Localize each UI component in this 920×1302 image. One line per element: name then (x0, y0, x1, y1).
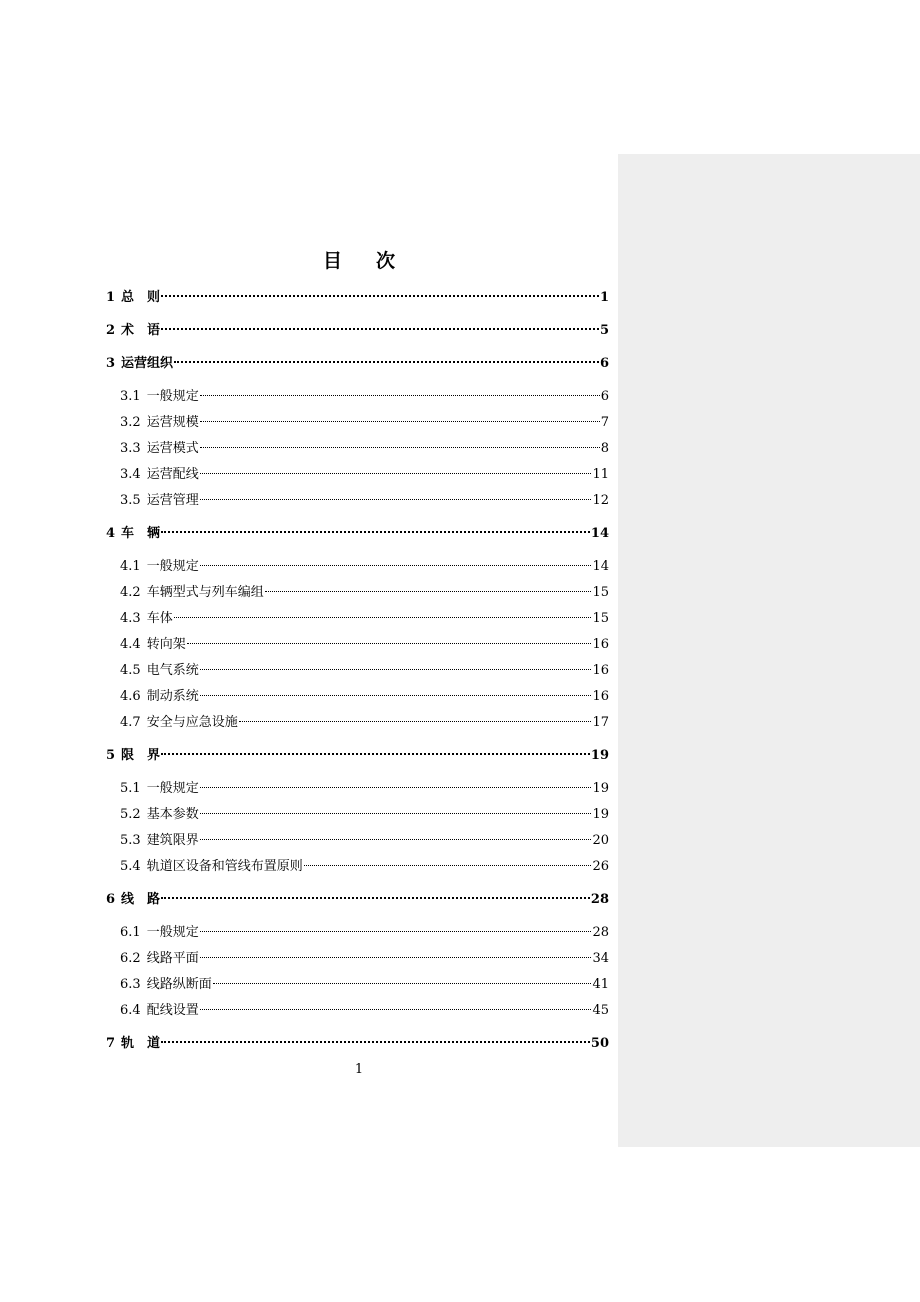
toc-section-entry[interactable] (120, 661, 609, 681)
toc-entry-page: 11 (592, 467, 609, 482)
toc-entry-number: 4 (106, 526, 116, 541)
toc-entry-label: 运营配线 (146, 467, 199, 482)
toc-entry-label: 轨道区设备和管线布置原则 (146, 859, 303, 874)
toc-entry-label: 一般规定 (146, 559, 199, 574)
toc-dot-leader (200, 1009, 592, 1010)
toc-dot-leader (200, 395, 600, 396)
toc-dot-leader (200, 931, 592, 932)
toc-chapter-entry[interactable] (106, 1034, 609, 1054)
toc-entry-label: 运营管理 (146, 493, 199, 508)
toc-entry-page: 15 (592, 611, 609, 626)
toc-entry-number: 2 (106, 323, 116, 338)
toc-dot-leader (174, 361, 599, 363)
toc-dot-leader (200, 499, 592, 500)
toc-section-entry[interactable] (120, 923, 609, 943)
toc-entry-number: 1 (106, 290, 116, 305)
toc-section-entry[interactable] (120, 491, 609, 511)
toc-dot-leader (200, 787, 592, 788)
toc-entry-label: 建筑限界 (146, 833, 199, 848)
toc-entry-number: 3.1 (120, 389, 141, 404)
toc-section-entry[interactable] (120, 387, 609, 407)
toc-section-entry[interactable] (120, 831, 609, 851)
toc-entry-label: 轨 道 (121, 1036, 161, 1051)
toc-entry-number: 6.2 (120, 951, 141, 966)
toc-section-entry[interactable] (120, 949, 609, 969)
toc-entry-page: 26 (592, 859, 609, 874)
toc-chapter-entry[interactable] (106, 746, 609, 766)
toc-entry-number: 5.1 (120, 781, 141, 796)
toc-dot-leader (200, 813, 592, 814)
toc-entry-label: 制动系统 (146, 689, 199, 704)
toc-entry-label: 配线设置 (146, 1003, 199, 1018)
toc-entry-number: 4.5 (120, 663, 141, 678)
toc-entry-number: 4.7 (120, 715, 141, 730)
toc-entry-page: 34 (592, 951, 609, 966)
toc-entry-label: 总 则 (121, 290, 161, 305)
toc-entry-number: 3.5 (120, 493, 141, 508)
toc-dot-leader (200, 839, 592, 840)
toc-chapter-entry[interactable] (106, 890, 609, 910)
toc-section-entry[interactable] (120, 687, 609, 707)
toc-entry-label: 运营模式 (146, 441, 199, 456)
toc-entry-number: 3 (106, 356, 116, 371)
toc-entry-page: 41 (592, 977, 609, 992)
toc-entry-page: 6 (599, 356, 609, 371)
toc-entry-label: 安全与应急设施 (146, 715, 238, 730)
toc-section-entry[interactable] (120, 439, 609, 459)
toc-chapter-entry[interactable] (106, 288, 609, 308)
toc-entry-page: 14 (592, 559, 609, 574)
toc-section-entry[interactable] (120, 1001, 609, 1021)
toc-dot-leader (187, 643, 592, 644)
toc-dot-leader (161, 328, 599, 330)
toc-entry-number: 5.4 (120, 859, 141, 874)
toc-entry-number: 7 (106, 1036, 116, 1051)
toc-dot-leader (200, 957, 592, 958)
toc-entry-page: 5 (599, 323, 609, 338)
toc-entry-label: 运营组织 (121, 356, 174, 371)
toc-entry-label: 电气系统 (146, 663, 199, 678)
toc-section-entry[interactable] (120, 975, 609, 995)
toc-dot-leader (161, 753, 590, 755)
toc-entry-label: 转向架 (146, 637, 186, 652)
toc-entry-number: 6 (106, 892, 116, 907)
toc-entry-label: 基本参数 (146, 807, 199, 822)
toc-entry-number: 4.2 (120, 585, 141, 600)
title-right: 次 (376, 250, 396, 272)
toc-entry-number: 6.3 (120, 977, 141, 992)
toc-section-entry[interactable] (120, 465, 609, 485)
toc-chapter-entry[interactable] (106, 354, 609, 374)
comment-pane (618, 154, 920, 1147)
toc-entry-number: 5.3 (120, 833, 141, 848)
toc-entry-label: 一般规定 (146, 389, 199, 404)
toc-entry-number: 4.3 (120, 611, 141, 626)
toc-entry-page: 8 (600, 441, 609, 456)
toc-dot-leader (213, 983, 592, 984)
toc-entry-label: 车辆型式与列车编组 (146, 585, 264, 600)
toc-entry-page: 14 (590, 526, 609, 541)
title-left: 目 (322, 250, 342, 272)
toc-entry-label: 运营规模 (146, 415, 199, 430)
toc-section-entry[interactable] (120, 557, 609, 577)
toc-entry-page: 16 (592, 689, 609, 704)
toc-entry-label: 车体 (146, 611, 173, 626)
toc-chapter-entry[interactable] (106, 524, 609, 544)
toc-entry-page: 12 (592, 493, 609, 508)
toc-entry-page: 19 (592, 781, 609, 796)
toc-entry-page: 15 (592, 585, 609, 600)
toc-entry-label: 一般规定 (146, 781, 199, 796)
toc-dot-leader (161, 897, 590, 899)
toc-entry-number: 3.3 (120, 441, 141, 456)
page-title (0, 246, 718, 273)
toc-entry-label: 限 界 (121, 748, 161, 763)
toc-dot-leader (304, 865, 592, 866)
toc-entry-label: 一般规定 (146, 925, 199, 940)
toc-chapter-entry[interactable] (106, 321, 609, 341)
toc-entry-page: 17 (592, 715, 609, 730)
toc-dot-leader (200, 421, 600, 422)
toc-entry-page: 28 (592, 925, 609, 940)
toc-section-entry[interactable] (120, 805, 609, 825)
toc-entry-number: 5 (106, 748, 116, 763)
toc-section-entry[interactable] (120, 609, 609, 629)
toc-section-entry[interactable] (120, 779, 609, 799)
toc-entry-number: 3.4 (120, 467, 141, 482)
toc-section-entry[interactable] (120, 413, 609, 433)
toc-entry-number: 5.2 (120, 807, 141, 822)
toc-entry-page: 16 (592, 637, 609, 652)
toc-dot-leader (200, 669, 592, 670)
toc-entry-label: 术 语 (121, 323, 161, 338)
toc-entry-page: 28 (590, 892, 609, 907)
toc-dot-leader (200, 565, 592, 566)
toc-entry-page: 19 (590, 748, 609, 763)
toc-entry-label: 线 路 (121, 892, 161, 907)
toc-dot-leader (265, 591, 592, 592)
toc-dot-leader (200, 473, 592, 474)
toc-entry-page: 50 (590, 1036, 609, 1051)
toc-entry-label: 线路纵断面 (146, 977, 212, 992)
toc-entry-page: 20 (592, 833, 609, 848)
toc-section-entry[interactable] (120, 635, 609, 655)
toc-entry-page: 6 (600, 389, 609, 404)
toc-dot-leader (161, 531, 590, 533)
toc-dot-leader (161, 1041, 590, 1043)
toc-entry-number: 4.4 (120, 637, 141, 652)
toc-entry-number: 6.4 (120, 1003, 141, 1018)
toc-entry-page: 7 (600, 415, 609, 430)
toc-section-entry[interactable] (120, 583, 609, 603)
toc-entry-number: 3.2 (120, 415, 141, 430)
toc-entry-number: 4.6 (120, 689, 141, 704)
toc-section-entry[interactable] (120, 713, 609, 733)
toc-section-entry[interactable] (120, 857, 609, 877)
toc-entry-label: 线路平面 (146, 951, 199, 966)
toc-entry-page: 19 (592, 807, 609, 822)
toc-dot-leader (239, 721, 592, 722)
toc-entry-number: 4.1 (120, 559, 141, 574)
toc-entry-number: 6.1 (120, 925, 141, 940)
toc-dot-leader (174, 617, 592, 618)
toc-entry-page: 45 (592, 1003, 609, 1018)
toc-entry-page: 16 (592, 663, 609, 678)
toc-dot-leader (161, 295, 599, 297)
toc-entry-label: 车 辆 (121, 526, 161, 541)
toc-dot-leader (200, 695, 592, 696)
page-number: 1 (354, 1062, 364, 1077)
toc-dot-leader (200, 447, 600, 448)
toc-entry-page: 1 (599, 290, 609, 305)
